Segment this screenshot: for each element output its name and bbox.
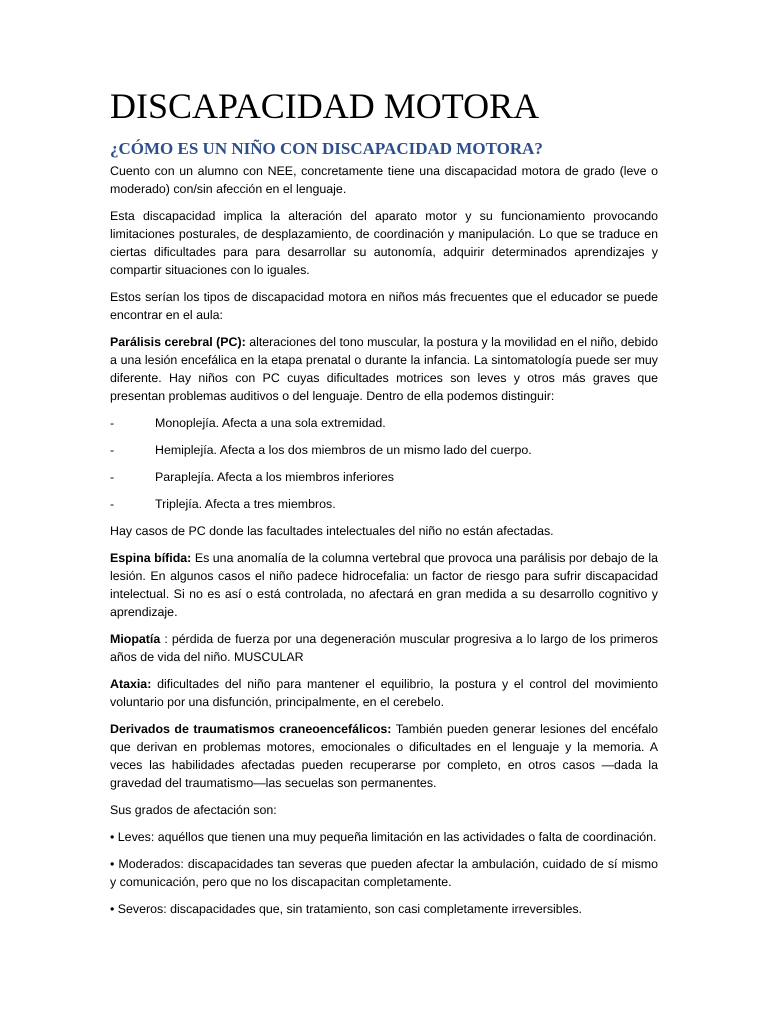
ataxia-text: dificultades del niño para mantener el equilibrio, la postura y el control del movimiento voluntario por una disfunción, principalmente, en el cerebelo. [110,677,658,709]
pc-intellect-paragraph: Hay casos de PC donde las facultades intelectuales del niño no están afectadas. [110,524,554,538]
traumatismos-paragraph [110,720,658,792]
types-intro-paragraph: Estos serían los tipos de discapacidad motora en niños más frecuentes que el educador se puede encontrar en el aula: [110,290,658,322]
paralisis-cerebral-label: Parálisis cerebral (PC): [110,335,246,349]
list-item-text: Monoplejía. Afecta a una sola extremidad. [155,416,386,430]
espina-bifida-paragraph [110,549,658,621]
paralisis-cerebral-text: alteraciones del tono muscular, la postura y la movilidad en el niño, debido a una lesión encefálica en la etapa prenatal o durante la infancia. La sintomatología puede ser muy diferente. Hay niños con PC cuyas dificultades motrices son leves y otros más graves que presentan problemas auditivos o del lenguaje. Dentro de ella podemos distinguir: [110,335,658,403]
traumatismos-text: También pueden generar lesiones del encéfalo que derivan en problemas motores, emocionales o dificultades en el lenguaje y la memoria. A veces las habilidades afectadas pueden recuperarse por completo, en otros casos —dada la gravedad del traumatismo—las secuelas son permanentes. [110,722,658,790]
list-item [110,414,658,432]
ataxia-paragraph [110,675,658,711]
grado-leves: • Leves: aquéllos que tienen una muy pequeña limitación en las actividades o falta de coordinación. [110,830,657,844]
section-heading: ¿CÓMO ES UN NIÑO CON DISCAPACIDAD MOTORA? [110,139,543,158]
espina-bifida-label: Espina bífida: [110,551,192,565]
traumatismos-label: Derivados de traumatismos craneoencefálicos: [110,722,392,736]
list-item-text: Triplejía. Afecta a tres miembros. [155,497,336,511]
espina-bifida-text: Es una anomalía de la columna vertebral que provoca una parálisis por debajo de la lesión. En algunos casos el niño padece hidrocefalia: un factor de riesgo para sufrir discapacidad intelectual. Si no es así o está controlada, no afectará en gran medida a su desarrollo cognitivo y aprendizaje. [110,551,658,619]
list-item [110,468,658,486]
list-item-text: Hemiplejía. Afecta a los dos miembros de un mismo lado del cuerpo. [155,443,532,457]
intro-paragraph: Cuento con un alumno con NEE, concretamente tiene una discapacidad motora de grado (leve o moderado) con/sin afección en el lenguaje. [110,164,658,196]
document-body [110,84,658,927]
miopatia-text: : pérdida de fuerza por una degeneración muscular progresiva a lo largo de los primeros años de vida del niño. MUSCULAR [110,632,658,664]
document-title: DISCAPACIDAD MOTORA [110,86,540,126]
list-item [110,495,658,513]
grados-paragraph: Sus grados de afectación son: [110,803,277,817]
grado-severos: • Severos: discapacidades que, sin tratamiento, son casi completamente irreversibles. [110,902,582,916]
list-item [110,441,658,459]
list-dash: - [110,497,115,511]
miopatia-label: Miopatía [110,632,161,646]
description-paragraph: Esta discapacidad implica la alteración del aparato motor y su funcionamiento provocando limitaciones posturales, de desplazamiento, de coordinación y manipulación. Lo que se traduce en ciertas dificultades para para desarrollar su autonomía, adquirir determinados aprendizajes y compartir situaciones con lo iguales. [110,209,658,277]
ataxia-label: Ataxia: [110,677,152,691]
list-dash: - [110,416,115,430]
paralisis-cerebral-paragraph [110,333,658,405]
miopatia-paragraph [110,630,658,666]
list-item-text: Paraplejía. Afecta a los miembros inferiores [155,470,394,484]
list-dash: - [110,470,115,484]
grado-moderados: • Moderados: discapacidades tan severas que pueden afectar la ambulación, cuidado de sí mismo y comunicación, pero que no los discapacitan completamente. [110,857,658,889]
list-dash: - [110,443,115,457]
